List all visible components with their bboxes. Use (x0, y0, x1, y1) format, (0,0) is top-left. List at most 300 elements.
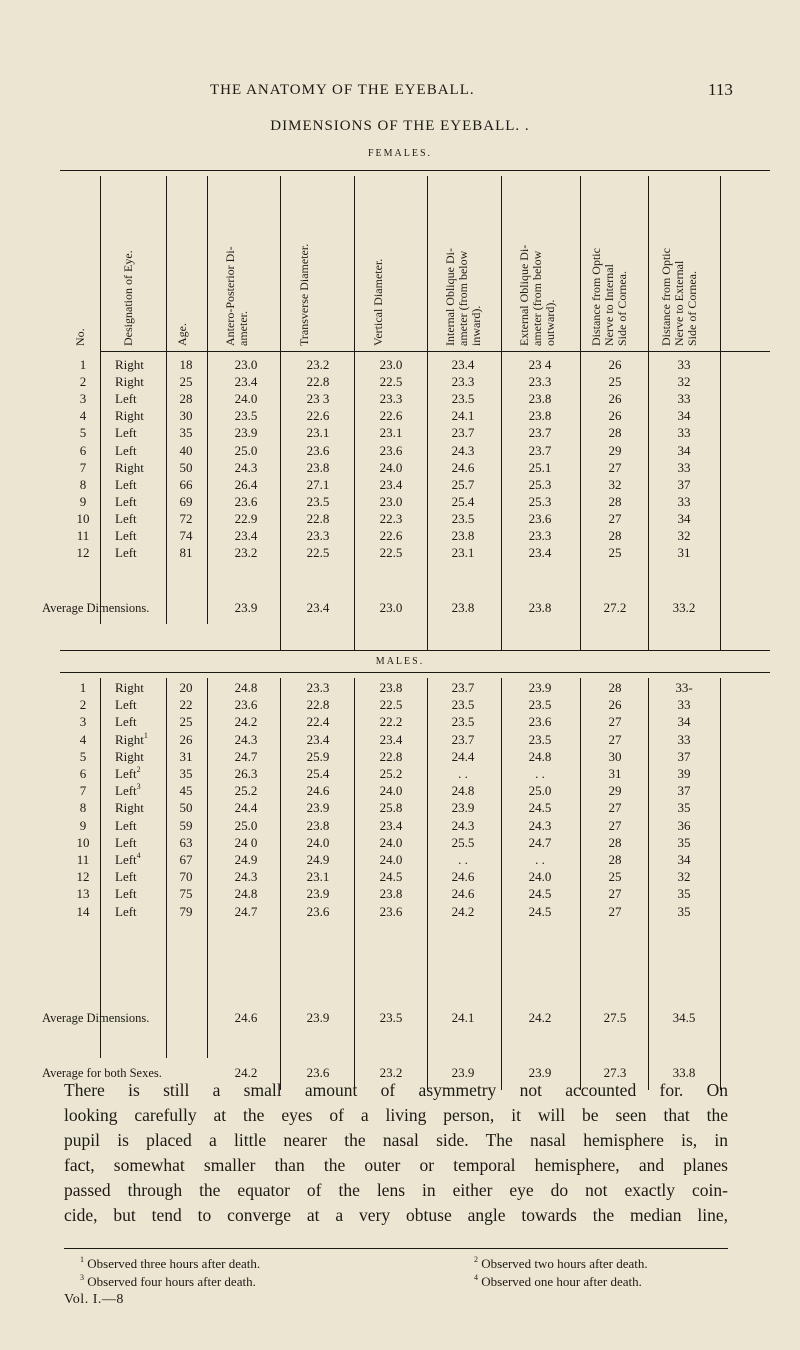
column-header: External Oblique Di- ameter (from below outward). (517, 244, 557, 346)
table-cell: 34 (677, 852, 691, 867)
table-row (0, 391, 800, 406)
table-cell: 23.1 (379, 425, 403, 441)
table-cell: 23.3 (528, 528, 552, 543)
table-cell: 25.1 (528, 459, 552, 475)
table-cell: 24.0 (379, 834, 403, 850)
table-cell: 33 (677, 425, 691, 441)
table-cell: 26 (608, 391, 622, 407)
table-cell: 3 (79, 714, 87, 730)
table-cell: 26 (179, 731, 193, 747)
table-cell: 25 (179, 374, 193, 390)
paragraph-line: passed through the equator of the lens in either eye do not exactly coin- (64, 1180, 728, 1200)
table-cell: 45 (179, 783, 193, 799)
table-cell: 23.4 (306, 600, 330, 615)
table-cell: 35 (179, 425, 193, 441)
table-row (0, 374, 800, 389)
table-cell: 23.8 (451, 528, 475, 543)
footnote-reference: 2 (136, 765, 141, 774)
table-cell: 22.6 (379, 528, 403, 543)
table-cell: 25 (608, 869, 622, 885)
table-cell: 24.6 (451, 886, 475, 902)
table-cell: 27 (608, 886, 622, 902)
table-row (0, 443, 800, 458)
table-cell: 22.8 (306, 697, 330, 713)
table-cell: 2 (79, 374, 87, 390)
table-cell: 24.7 (234, 903, 258, 919)
table-cell: Right (115, 800, 144, 816)
table-cell: 23.7 (528, 425, 552, 441)
table-cell: 23.3 (306, 528, 330, 543)
table-cell: 69 (179, 493, 193, 509)
table-cell: 25.0 (528, 783, 552, 799)
table-cell: 23.4 (528, 545, 552, 561)
table-row (0, 460, 800, 475)
table-cell: 23.2 (379, 1065, 403, 1080)
table-cell: 23.6 (306, 903, 330, 919)
table-cell: 22.9 (234, 510, 258, 526)
table-cell: 23.4 (379, 476, 403, 492)
table-cell: 23 3 (306, 391, 330, 407)
table-cell: 30 (608, 748, 622, 764)
table-cell: 22.8 (306, 510, 330, 526)
table-cell: 24.8 (528, 748, 552, 764)
table-cell: 8 (79, 476, 87, 492)
table-cell: 23.4 (451, 357, 475, 372)
table-cell: 12 (76, 545, 90, 561)
running-title: THE ANATOMY OF THE EYEBALL. (210, 82, 475, 98)
table-cell: 24.3 (451, 442, 475, 458)
paragraph-line: fact, somewhat smaller than the outer or temporal hemisphere, and planes (64, 1155, 728, 1175)
table-cell: 31 (608, 766, 622, 781)
table-row (0, 680, 800, 695)
table-cell: 29 (608, 783, 622, 799)
table-cell: 25 (608, 374, 622, 390)
table-cell: 23.8 (306, 459, 330, 475)
table-cell: 23.9 (528, 680, 552, 695)
table-row (0, 425, 800, 440)
average-label: Average for both Sexes. (42, 1066, 162, 1080)
table-cell: 27 (608, 903, 622, 919)
table-cell: 23.1 (306, 869, 330, 885)
table-cell: 25.3 (528, 476, 552, 492)
table-cell: 23.3 (379, 391, 403, 407)
table-cell: 50 (179, 459, 193, 475)
table-cell: 23.8 (451, 600, 475, 615)
table-cell: 24.0 (306, 834, 330, 850)
table-cell: 27 (608, 459, 622, 475)
table-cell: 24.5 (379, 869, 403, 885)
footnote-text: Observed one hour after death. (481, 1274, 642, 1289)
table-cell: 8 (79, 800, 87, 816)
table-row (0, 783, 800, 798)
table-cell: Right (115, 680, 144, 695)
table-cell: 5 (79, 748, 87, 764)
table-cell: 24.3 (234, 731, 258, 747)
table-cell: 31 (179, 748, 193, 764)
table-cell: 23.4 (306, 731, 330, 747)
volume-signature: Vol. I.—8 (64, 1292, 124, 1307)
table-cell: 23.3 (306, 680, 330, 695)
column-header: Transverse Diameter. (297, 243, 311, 346)
table-cell: 12 (76, 869, 90, 885)
table-cell: 23.5 (451, 510, 475, 526)
table-row (0, 528, 800, 543)
table-cell: 33 (677, 357, 691, 372)
table-cell: 23.8 (379, 680, 403, 695)
table-row (0, 766, 800, 781)
table-cell: 22.8 (306, 374, 330, 390)
table-cell: 20 (179, 680, 193, 695)
table-cell: 23.1 (451, 545, 475, 561)
table-cell: 27 (608, 817, 622, 833)
table-cell: 75 (179, 886, 193, 902)
table-cell: 25.5 (451, 834, 475, 850)
footnote-mark: 3 (80, 1273, 84, 1282)
table-cell: 23.9 (451, 1065, 475, 1080)
table-row (0, 511, 800, 526)
table-cell: Left (115, 714, 137, 730)
table-cell: 66 (179, 476, 193, 492)
table-cell: 23.9 (306, 800, 330, 816)
table-cell: 30 (179, 408, 193, 424)
table-cell: 4 (79, 408, 87, 424)
table-cell: Left (115, 442, 137, 458)
table-cell: 27.5 (603, 1010, 627, 1025)
table-cell: 22.6 (379, 408, 403, 424)
table-cell: . . (458, 852, 468, 867)
table-cell: 25.9 (306, 748, 330, 764)
column-header: Antero-Posterior Di- ameter. (223, 246, 250, 346)
table-cell: 24.8 (451, 783, 475, 799)
table-cell: 22.3 (379, 510, 403, 526)
table-row (0, 904, 800, 919)
table-cell: 24.6 (451, 869, 475, 885)
body-paragraph (64, 1078, 728, 1228)
table-cell: 23.7 (451, 731, 475, 747)
table-cell: 24.9 (234, 852, 258, 867)
table-cell: 22.4 (306, 714, 330, 730)
table-cell: 28 (179, 391, 193, 407)
table-cell: 24.3 (234, 459, 258, 475)
table-cell: Left (115, 528, 137, 543)
table-cell: 25 (179, 714, 193, 730)
table-cell: 31 (677, 545, 691, 561)
footnote-mark: 2 (474, 1255, 478, 1264)
table-cell: 70 (179, 869, 193, 885)
table-cell: 35 (677, 886, 691, 902)
table-cell: 28 (608, 680, 622, 695)
table-cell: 22.6 (306, 408, 330, 424)
paragraph-line: pupil is placed a little nearer the nasal side. The nasal hemisphere is, in (64, 1130, 728, 1150)
table-cell: Left$^4$ (115, 851, 141, 867)
table-cell: 1 (79, 680, 87, 695)
column-header: Designation of Eye. (121, 250, 135, 346)
table-row (0, 697, 800, 712)
table-cell: 22.8 (379, 748, 403, 764)
table-cell: 33 (677, 731, 691, 747)
table-cell: 23.6 (379, 903, 403, 919)
table-cell: 25.4 (306, 766, 330, 781)
table-cell: 10 (76, 834, 90, 850)
table-cell: 4 (79, 731, 87, 747)
table-cell: 2 (79, 697, 87, 713)
table-cell: 24.2 (234, 714, 258, 730)
table-cell: 72 (179, 510, 193, 526)
table-cell: 23.5 (451, 697, 475, 713)
table-cell: 33 (677, 391, 691, 407)
paragraph-line: There is still a small amount of asymmetry not accounted for. On (64, 1080, 728, 1100)
males-top-rule (60, 672, 770, 673)
table-cell: Right (115, 374, 144, 390)
table-cell: 11 (76, 852, 90, 867)
table-cell: 34 (677, 408, 691, 424)
table-cell: 33.8 (672, 1065, 696, 1080)
footnote-mark: 4 (474, 1273, 478, 1282)
table-cell: 24.0 (234, 391, 258, 407)
table-cell: 24.8 (234, 886, 258, 902)
table-row (0, 749, 800, 764)
table-cell: 22.5 (306, 545, 330, 561)
table-cell: 25.4 (451, 493, 475, 509)
table-cell: . . (535, 852, 545, 867)
table-cell: 32 (677, 374, 691, 390)
table-cell: 23.5 (379, 1010, 403, 1025)
footnote-text: Observed two hours after death. (481, 1256, 648, 1271)
table-cell: 1 (79, 357, 87, 372)
table-cell: 23.7 (451, 680, 475, 695)
table-cell: 23.6 (234, 493, 258, 509)
table-cell: 28 (608, 834, 622, 850)
average-row (0, 600, 800, 616)
table-cell: 22.5 (379, 697, 403, 713)
table-cell: 6 (79, 442, 87, 458)
table-cell: 23.5 (306, 493, 330, 509)
table-cell: 25.8 (379, 800, 403, 816)
table-cell: 27 (608, 731, 622, 747)
table-cell: 23.8 (379, 886, 403, 902)
table-cell: 26 (608, 697, 622, 713)
average-label: Average Dimensions. (42, 601, 150, 615)
table-cell: 22 (179, 697, 193, 713)
footnote-3 (80, 1274, 256, 1290)
table-cell: 23.5 (451, 391, 475, 407)
table-cell: Left (115, 834, 137, 850)
table-cell: 22.5 (379, 374, 403, 390)
table-cell: Left (115, 391, 137, 407)
table-cell: 34 (677, 510, 691, 526)
table-cell: 23.5 (528, 731, 552, 747)
table-cell: 23.6 (528, 510, 552, 526)
table-cell: 23.3 (451, 374, 475, 390)
table-cell: 27 (608, 800, 622, 816)
footnote-4 (474, 1274, 642, 1290)
table-cell: 24.2 (234, 1065, 258, 1080)
table-cell: 26 (608, 357, 622, 372)
table-cell: 23.2 (306, 357, 330, 372)
table-cell: 23.4 (379, 731, 403, 747)
table-cell: 25.2 (379, 766, 403, 781)
table-cell: 23.9 (234, 425, 258, 441)
table-cell: 23.5 (528, 697, 552, 713)
table-cell: Right$^1$ (115, 730, 148, 747)
table-cell: 40 (179, 442, 193, 458)
table-cell: 5 (79, 425, 87, 441)
table-cell: 24.0 (379, 852, 403, 867)
table-cell: 24.8 (234, 680, 258, 695)
footnote-text: Observed four hours after death. (87, 1274, 256, 1289)
table-cell: 33 (677, 459, 691, 475)
table-cell: 34.5 (672, 1010, 696, 1025)
table-cell: 74 (179, 528, 193, 543)
table-cell: 23.0 (234, 357, 258, 372)
table-cell: Left (115, 697, 137, 713)
table-cell: 24.7 (234, 748, 258, 764)
table-cell: 23.6 (306, 442, 330, 458)
average-label: Average Dimensions. (42, 1011, 150, 1025)
table-cell: 25.0 (234, 442, 258, 458)
table-cell: 23.8 (528, 408, 552, 424)
table-cell: 67 (179, 852, 193, 867)
table-cell: 24.2 (451, 903, 475, 919)
table-cell: 24.5 (528, 886, 552, 902)
table-cell: 33 (677, 493, 691, 509)
table-cell: 32 (677, 528, 691, 543)
table-cell: 22.5 (379, 545, 403, 561)
table-cell: 23.6 (306, 1065, 330, 1080)
table-cell: 23.2 (234, 545, 258, 561)
table-row (0, 408, 800, 423)
table-cell: 25 (608, 545, 622, 561)
table-cell: 27.2 (603, 600, 627, 615)
table-cell: 24.6 (234, 1010, 258, 1025)
table-cell: 35 (677, 800, 691, 816)
table-cell: 23.5 (451, 714, 475, 730)
table-cell: 33.2 (672, 600, 696, 615)
paragraph-line: cide, but tend to converge at a very obtuse angle towards the median line, (64, 1205, 728, 1225)
table-cell: 24.7 (528, 834, 552, 850)
footnote-text: Observed three hours after death. (87, 1256, 261, 1271)
table-cell: 24.3 (451, 817, 475, 833)
table-cell: 23.1 (306, 425, 330, 441)
table-cell: 25.2 (234, 783, 258, 799)
table-cell: 63 (179, 834, 193, 850)
table-cell: 23.6 (379, 442, 403, 458)
table-cell: . . (458, 766, 468, 781)
table-cell: 23.8 (528, 391, 552, 407)
table-cell: 32 (677, 869, 691, 885)
column-header: No. (73, 328, 87, 346)
table-cell: 3 (79, 391, 87, 407)
table-cell: 27.3 (603, 1065, 627, 1080)
table-cell: 23.0 (379, 357, 403, 372)
header-bottom-rule (100, 351, 770, 352)
table-cell: 23.6 (234, 697, 258, 713)
table-cell: 25.7 (451, 476, 475, 492)
table-row (0, 714, 800, 729)
table-cell: 23.8 (528, 600, 552, 615)
paragraph-line: looking carefully at the eyes of a living person, it will be seen that the (64, 1105, 728, 1125)
table-cell: 23.9 (306, 1010, 330, 1025)
table-row (0, 886, 800, 901)
table-cell: 23 4 (528, 357, 552, 372)
table-cell: 24.6 (451, 459, 475, 475)
table-cell: 28 (608, 425, 622, 441)
table-row (0, 494, 800, 509)
page-number: 113 (708, 80, 733, 99)
table-cell: Left (115, 493, 137, 509)
footnote-2 (474, 1256, 648, 1272)
table-cell: 33 (677, 697, 691, 713)
table-cell: 36 (677, 817, 691, 833)
footnote-reference: 3 (136, 782, 141, 792)
table-cell: 24.3 (528, 817, 552, 833)
table-row (0, 545, 800, 560)
table-cell: 23.0 (379, 600, 403, 615)
table-row (0, 835, 800, 850)
table-cell: 24.0 (379, 783, 403, 799)
table-cell: 24.9 (306, 852, 330, 867)
table-row (0, 477, 800, 492)
table-cell: Left$^2$ (115, 765, 141, 781)
table-cell: 23.3 (528, 374, 552, 390)
table-cell: 27 (608, 714, 622, 730)
table-cell: 34 (677, 714, 691, 730)
table-cell: 23.5 (234, 408, 258, 424)
table-cell: 23.9 (234, 600, 258, 615)
table-cell: 32 (608, 476, 622, 492)
table-cell: 37 (677, 748, 691, 764)
table-cell: 13 (76, 886, 90, 902)
table-cell: 23.7 (451, 425, 475, 441)
table-cell: 22.2 (379, 714, 403, 730)
table-cell: 81 (179, 545, 193, 561)
table-cell: 7 (79, 459, 87, 475)
table-cell: Left (115, 869, 137, 885)
table-row (0, 800, 800, 815)
table-cell: 23.9 (528, 1065, 552, 1080)
table-cell: 39 (677, 766, 691, 781)
table-cell: 24.6 (306, 783, 330, 799)
table-row (0, 732, 800, 747)
table-cell: 35 (179, 766, 193, 781)
table-cell: 25.0 (234, 817, 258, 833)
table-cell: Left (115, 903, 137, 919)
column-header: Distance from Optic Nerve to Internal Side of Cornea. (589, 248, 629, 346)
column-header: Vertical Diameter. (371, 258, 385, 346)
table-row (0, 869, 800, 884)
table-cell: 23.4 (234, 528, 258, 543)
table-cell: Left (115, 545, 137, 561)
table-cell: Left (115, 886, 137, 902)
table-cell: 14 (76, 903, 90, 919)
table-cell: 24.0 (379, 459, 403, 475)
table-cell: 27 (608, 510, 622, 526)
table-cell: 50 (179, 800, 193, 816)
table-cell: 23.0 (379, 493, 403, 509)
table-cell: Left (115, 510, 137, 526)
table-cell: 59 (179, 817, 193, 833)
table-title: DIMENSIONS OF THE EYEBALL. . (270, 118, 530, 134)
table-cell: 28 (608, 852, 622, 867)
table-cell: 24 0 (234, 834, 258, 850)
table-cell: 23.4 (379, 817, 403, 833)
table-cell: 24.3 (234, 869, 258, 885)
table-cell: 23.4 (234, 374, 258, 390)
table-cell: 10 (76, 510, 90, 526)
table-cell: 29 (608, 442, 622, 458)
table-cell: 9 (79, 493, 87, 509)
table-row (0, 852, 800, 867)
